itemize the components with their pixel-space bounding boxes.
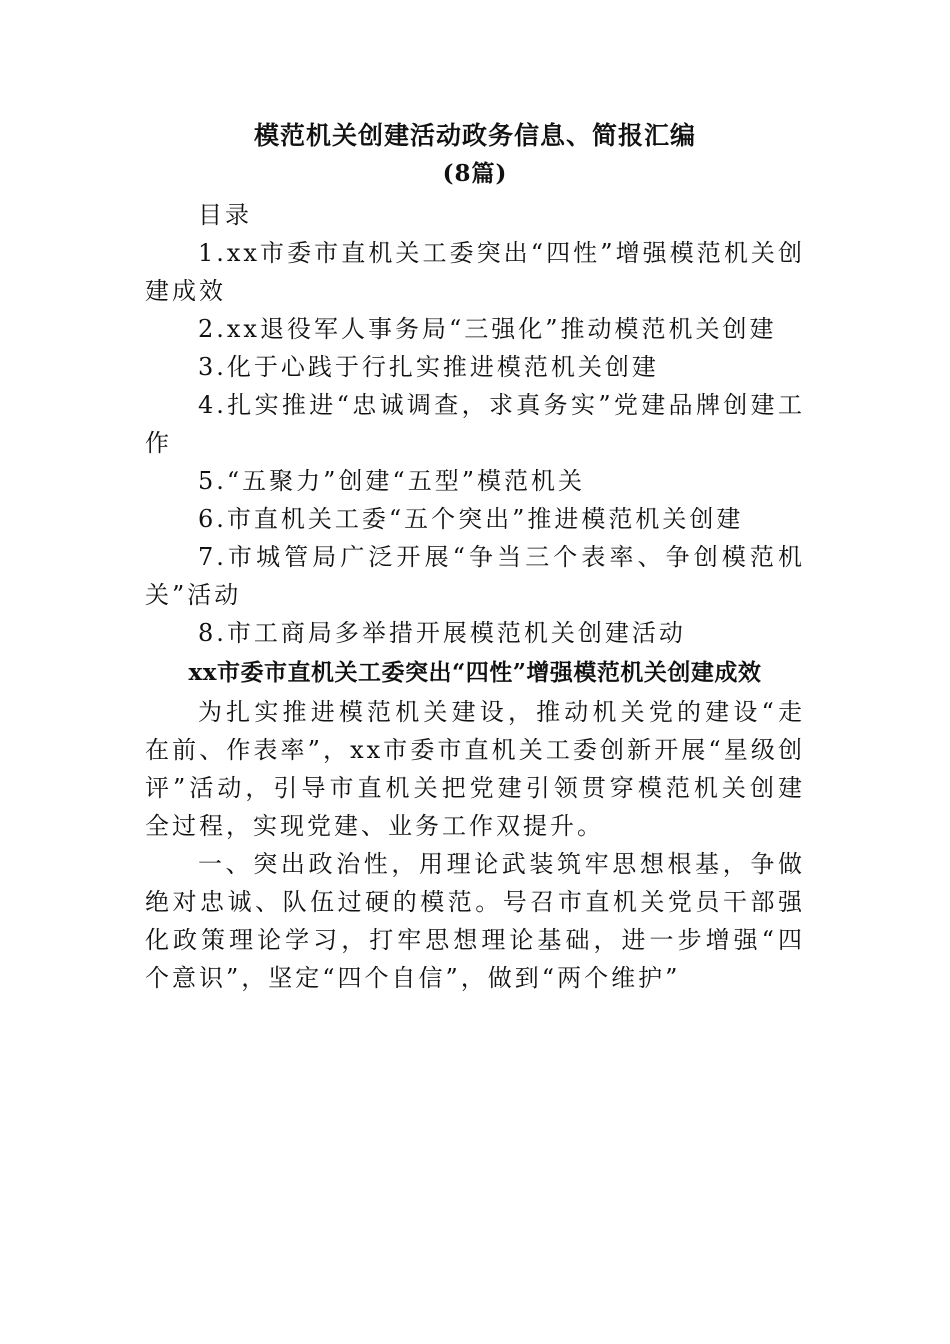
toc-item-4: 4.扎实推进“忠诚调查，求真务实”党建品牌创建工作 (145, 391, 805, 457)
body-paragraph-1: 为扎实推进模范机关建设，推动机关党的建设“走在前、作表率”，xx市委市直机关工委创新开展“星级创评”活动，引导市直机关把党建引领贯穿模范机关创建全过程，实现党建、业务工作双提升。 (145, 698, 805, 840)
toc-item-2: 2.xx退役军人事务局“三强化”推动模范机关创建 (198, 315, 777, 343)
toc-item-1: 1.xx市委市直机关工委突出“四性”增强模范机关创建成效 (145, 239, 805, 305)
section-heading: xx市委市直机关工委突出“四性”增强模范机关创建成效 (188, 659, 762, 686)
toc-item-6: 6.市直机关工委“五个突出”推进模范机关创建 (198, 505, 744, 533)
document-title: 模范机关创建活动政务信息、简报汇编 (253, 121, 696, 150)
toc-item-5: 5.“五聚力”创建“五型”模范机关 (198, 467, 585, 495)
body-paragraph-2: 一、突出政治性，用理论武装筑牢思想根基，争做绝对忠诚、队伍过硬的模范。号召市直机关党员干部强化政策理论学习，打牢思想理论基础，进一步增强“四个意识”，坚定“四个自信”，做到“两个维护” (145, 850, 805, 992)
toc-item-8: 8.市工商局多举措开展模范机关创建活动 (198, 619, 686, 647)
toc-label: 目录 (198, 201, 252, 229)
document-subtitle: (8篇) (442, 160, 508, 187)
toc-item-3: 3.化于心践于行扎实推进模范机关创建 (198, 353, 659, 381)
toc-item-7: 7.市城管局广泛开展“争当三个表率、争创模范机关”活动 (145, 543, 805, 609)
